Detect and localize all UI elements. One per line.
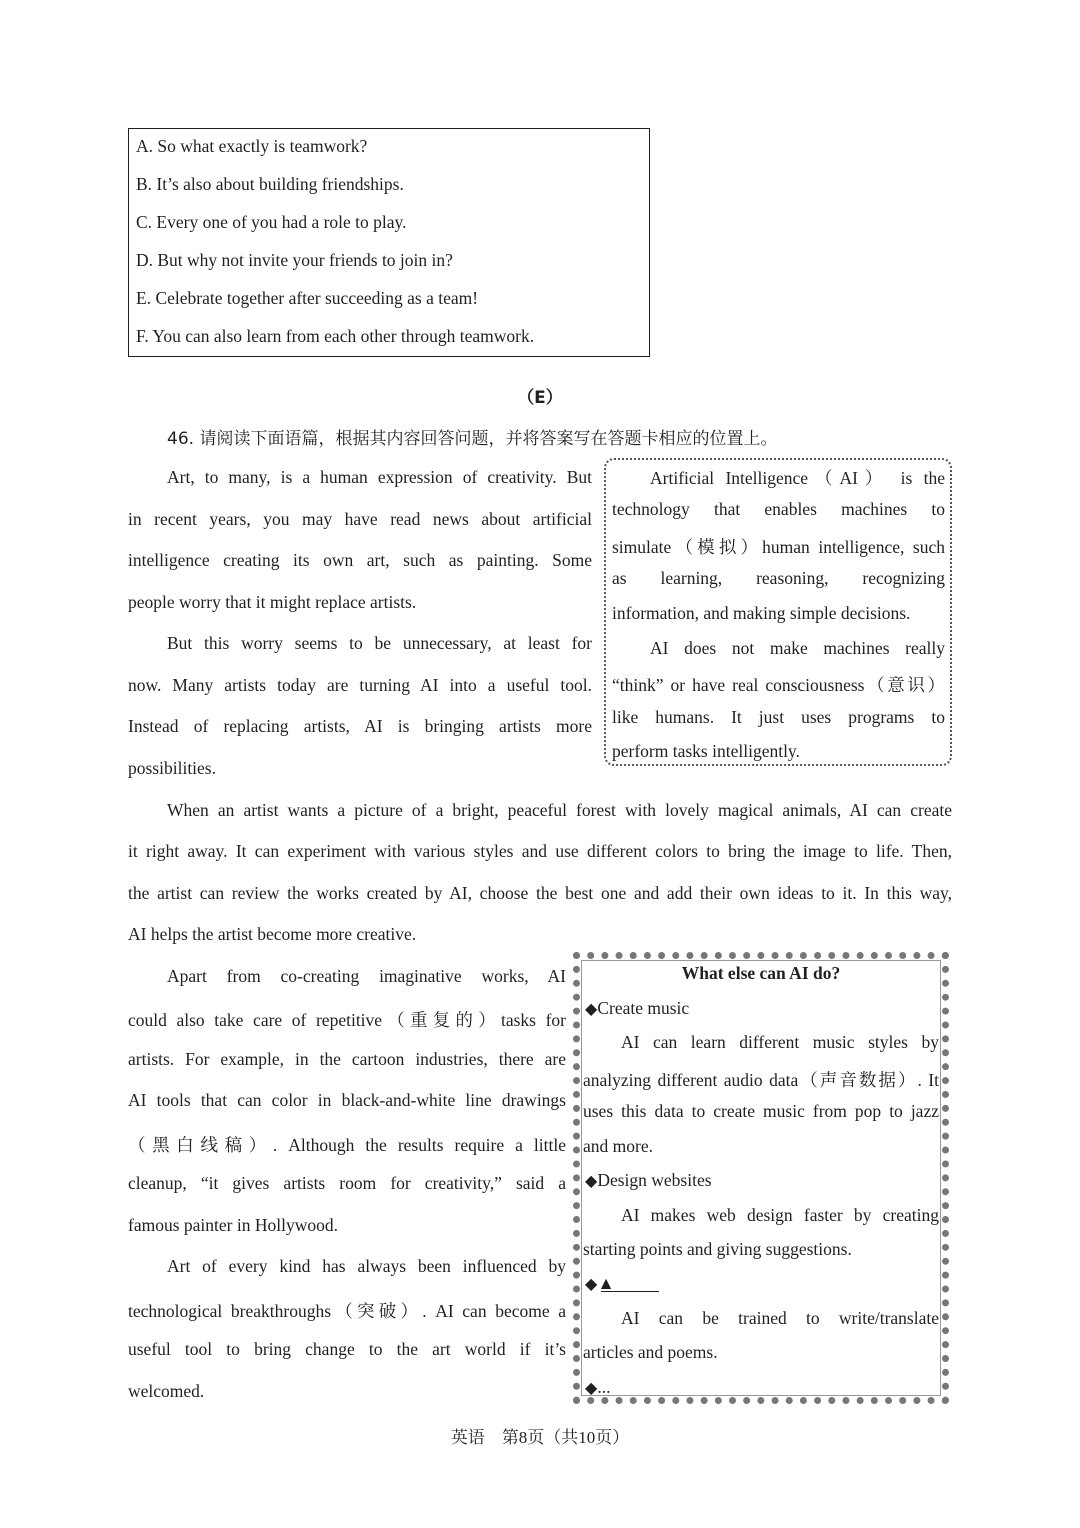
para4-line: Apart from co-creating imaginative works, AI xyxy=(167,966,566,986)
option-a: A. So what exactly is teamwork? xyxy=(136,136,368,156)
music-line: and more. xyxy=(583,1136,653,1156)
web-heading xyxy=(585,1170,935,1191)
para1-line: people worry that it might replace artists. xyxy=(128,592,417,612)
answer-blank-line xyxy=(601,1291,659,1292)
para5-line: useful tool to bring change to the art world if it’s xyxy=(128,1339,566,1359)
ai-def-line: technology that enables machines to xyxy=(612,499,945,519)
music-line: AI can learn different music styles by xyxy=(621,1032,939,1052)
diamond-bullet-icon: ◆ xyxy=(585,1001,598,1018)
diamond-bullet-icon: ◆ xyxy=(585,1380,598,1397)
page-footer: 英语 第8页（共10页） xyxy=(450,1428,630,1447)
web-heading-text: Design websites xyxy=(597,1170,712,1190)
option-f: F. You can also learn from each other through teamwork. xyxy=(136,326,535,346)
para3-line: it right away. It can experiment with various styles and use different colors to bring the image to life. Then, xyxy=(128,841,952,861)
more-item xyxy=(585,1377,935,1398)
para5-line: Art of every kind has always been influenced by xyxy=(167,1256,566,1276)
music-line: analyzing different audio data（声音数据）. It xyxy=(583,1070,939,1090)
ai-def-line: simulate（模拟）human intelligence, such xyxy=(612,537,945,557)
web-line: starting points and giving suggestions. xyxy=(583,1239,852,1259)
para5-line: technological breakthroughs（突破）. AI can become a xyxy=(128,1301,566,1321)
option-c: C. Every one of you had a role to play. xyxy=(136,212,407,232)
option-e: E. Celebrate together after succeeding as a team! xyxy=(136,288,479,308)
para4-line: artists. For example, in the cartoon industries, there are xyxy=(128,1049,566,1069)
web-line: AI makes web design faster by creating xyxy=(621,1205,939,1225)
para3-line: When an artist wants a picture of a bright, peaceful forest with lovely magical animals, AI can create xyxy=(167,800,952,820)
para2-line: But this worry seems to be unnecessary, at least for xyxy=(167,633,592,653)
question-instruction: 46. 请阅读下面语篇，根据其内容回答问题，并将答案写在答题卡相应的位置上。 xyxy=(167,429,778,449)
para4-line: （黑白线稿）. Although the results require a little xyxy=(128,1135,566,1155)
ai-def-line: AI does not make machines really xyxy=(650,638,945,658)
diamond-bullet-icon: ◆ xyxy=(585,1173,598,1190)
ai-def-line: information, and making simple decisions. xyxy=(612,603,911,623)
para4-line: famous painter in Hollywood. xyxy=(128,1215,338,1235)
ai-def-line: Artificial Intelligence（AI） is the xyxy=(650,468,945,488)
para3-line: AI helps the artist become more creative. xyxy=(128,924,417,944)
option-d: D. But why not invite your friends to join in? xyxy=(136,250,453,270)
blank-marker: ▲ xyxy=(597,1273,615,1293)
music-heading-text: Create music xyxy=(597,998,690,1018)
para4-line: cleanup, “it gives artists room for creativity,” said a xyxy=(128,1173,566,1193)
ai-def-line: as learning, reasoning, recognizing xyxy=(612,568,945,588)
write-line: AI can be trained to write/translate xyxy=(621,1308,939,1328)
option-b: B. It’s also about building friendships. xyxy=(136,174,404,194)
options-box xyxy=(128,128,650,357)
para2-line: Instead of replacing artists, AI is bringing artists more xyxy=(128,716,592,736)
write-line: articles and poems. xyxy=(583,1342,718,1362)
ai-def-line: “think” or have real consciousness（意识） xyxy=(612,675,945,695)
para1-line: Art, to many, is a human expression of creativity. But xyxy=(167,467,592,487)
diamond-bullet-icon: ◆ xyxy=(585,1276,598,1293)
para4-line: could also take care of repetitive（重复的）tasks for xyxy=(128,1010,566,1030)
ai-def-line: like humans. It just uses programs to xyxy=(612,707,945,727)
music-heading xyxy=(585,998,935,1019)
para2-line: possibilities. xyxy=(128,758,216,778)
what-else-title: What else can AI do? xyxy=(681,963,841,983)
more-text: ... xyxy=(597,1377,611,1397)
ai-def-line: perform tasks intelligently. xyxy=(612,741,800,761)
para1-line: intelligence creating its own art, such as painting. Some xyxy=(128,550,592,570)
para5-line: welcomed. xyxy=(128,1381,205,1401)
section-label: （E） xyxy=(517,388,563,408)
para4-line: AI tools that can color in black-and-white line drawings xyxy=(128,1090,566,1110)
music-line: uses this data to create music from pop to jazz xyxy=(583,1101,939,1121)
para1-line: in recent years, you may have read news about artificial xyxy=(128,509,592,529)
para2-line: now. Many artists today are turning AI into a useful tool. xyxy=(128,675,592,695)
para3-line: the artist can review the works created by AI, choose the best one and add their own ideas to it. In this way, xyxy=(128,883,952,903)
